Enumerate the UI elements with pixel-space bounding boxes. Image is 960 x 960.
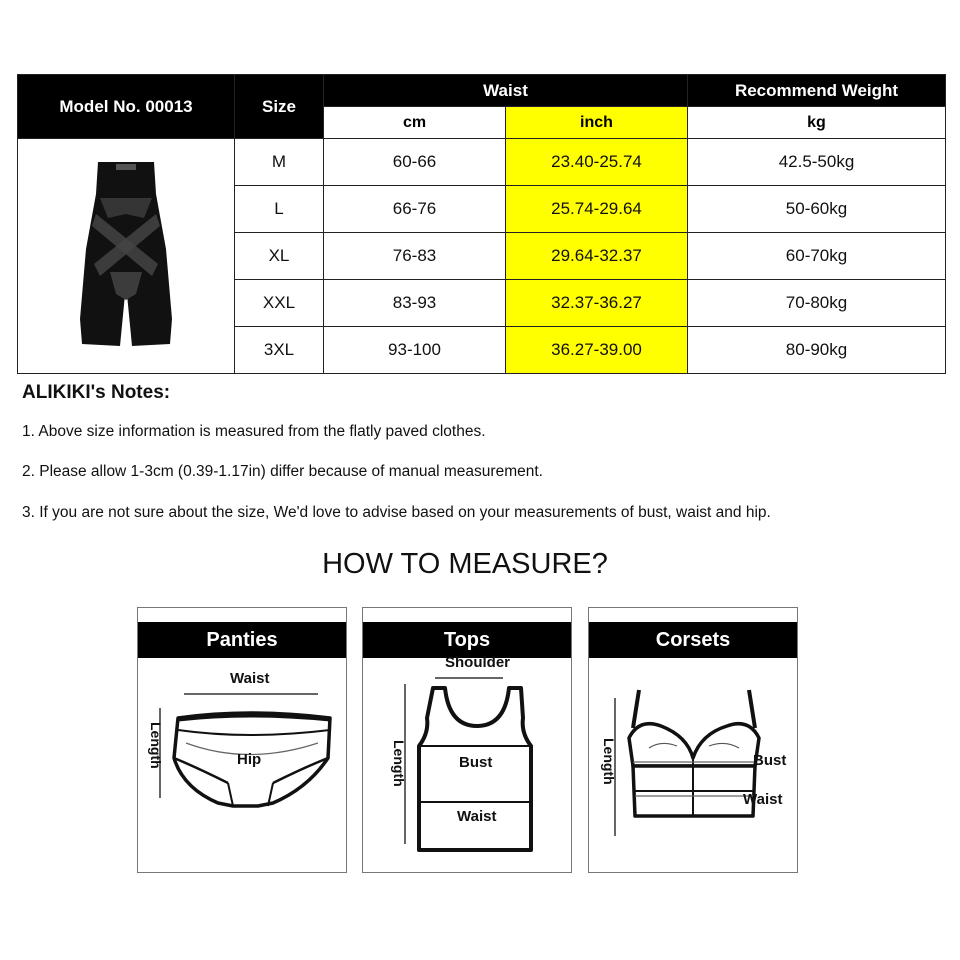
cm-cell: 60-66 [324,139,506,186]
corsets-measure-card [588,607,798,873]
size-cell: M [235,139,324,186]
inch-cell: 29.64-32.37 [506,233,688,280]
size-cell: 3XL [235,327,324,374]
size-cell: XXL [235,280,324,327]
corsets-length-label: Length [601,738,617,785]
tops-shoulder-label: Shoulder [445,654,511,671]
recommend-weight-header: Recommend Weight [688,75,946,107]
kg-cell: 50-60kg [688,186,946,233]
cm-header: cm [324,107,506,139]
table-row [18,139,946,186]
cm-cell: 76-83 [324,233,506,280]
inch-cell: 25.74-29.64 [506,186,688,233]
note-item: 3. If you are not sure about the size, We'd love to advise based on your measurements of bust, waist and hip. [22,504,771,521]
tops-measure-card [362,607,572,873]
waist-header: Waist [324,75,688,107]
panties-waist-label: Waist [230,670,270,687]
inch-cell: 23.40-25.74 [506,139,688,186]
size-chart-table [17,74,946,374]
kg-header: kg [688,107,946,139]
cm-cell: 93-100 [324,327,506,374]
panties-measure-card [137,607,347,873]
kg-cell: 70-80kg [688,280,946,327]
kg-cell: 80-90kg [688,327,946,374]
how-to-measure-title: HOW TO MEASURE? [322,548,608,580]
cm-cell: 83-93 [324,280,506,327]
size-header: Size [235,75,324,139]
tops-bust-label: Bust [459,754,493,771]
panties-length-label: Length [148,722,164,769]
corsets-waist-label: Waist [743,791,783,808]
size-cell: L [235,186,324,233]
corsets-diagram [589,608,797,872]
notes-title: ALIKIKI's Notes: [22,382,171,403]
shapewear-shorts-image [66,154,186,354]
panties-diagram [138,608,346,872]
panties-title: Panties [138,622,346,658]
kg-cell: 60-70kg [688,233,946,280]
corsets-title: Corsets [589,622,797,658]
model-number-header: Model No. 00013 [18,75,235,139]
size-cell: XL [235,233,324,280]
inch-cell: 32.37-36.27 [506,280,688,327]
tops-length-label: Length [391,740,407,787]
inch-cell: 36.27-39.00 [506,327,688,374]
note-item: 2. Please allow 1-3cm (0.39-1.17in) differ because of manual measurement. [22,463,543,480]
corsets-bust-label: Bust [753,752,787,769]
tops-title: Tops [363,622,571,658]
inch-header: inch [506,107,688,139]
note-item: 1. Above size information is measured from the flatly paved clothes. [22,423,486,440]
tops-waist-label: Waist [457,808,497,825]
product-image [18,139,235,374]
kg-cell: 42.5-50kg [688,139,946,186]
cm-cell: 66-76 [324,186,506,233]
panties-hip-label: Hip [237,751,262,768]
